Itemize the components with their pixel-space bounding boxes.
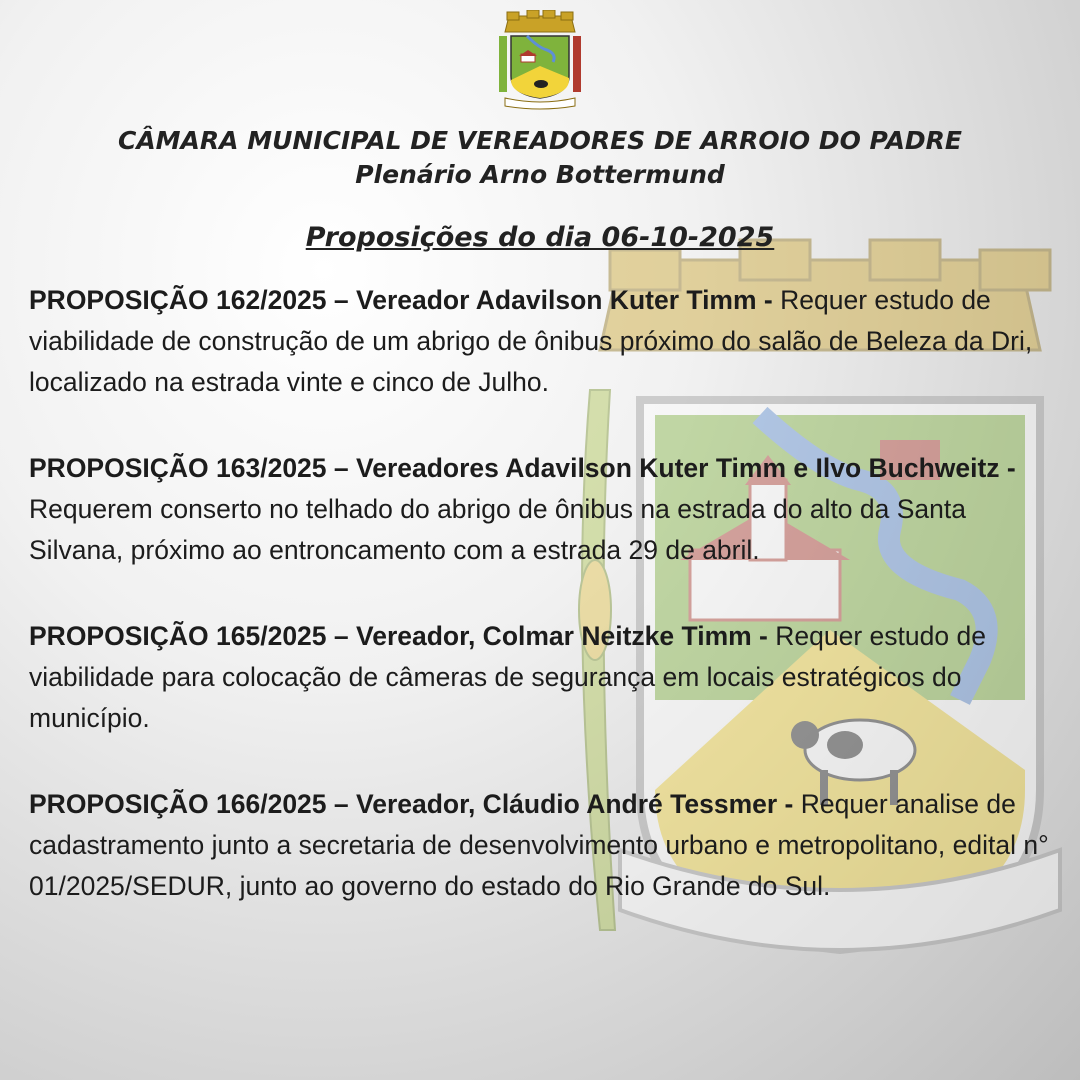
proposition-item: [29, 784, 1059, 907]
proposition-heading: PROPOSIÇÃO 162/2025 – Vereador Adavilson Kuter Timm -: [29, 285, 781, 315]
proposition-heading: PROPOSIÇÃO 166/2025 – Vereador, Cláudio André Tessmer -: [29, 789, 801, 819]
plenary-name: Plenário Arno Bottermund: [355, 160, 725, 189]
proposition-item: [29, 448, 1059, 571]
proposition-heading: PROPOSIÇÃO 163/2025 – Vereadores Adavilson Kuter Timm e Ilvo Buchweitz -: [29, 453, 1016, 483]
proposition-item: [29, 616, 1059, 739]
header: [0, 124, 1080, 192]
proposition-text: Requer estudo de viabilidade de construção de um abrigo de ônibus próximo do salão de Beleza da Dri, localizado na estrada vinte e cinco de Julho.: [29, 285, 1033, 397]
proposition-text: Requer estudo de viabilidade para colocação de câmeras de segurança em locais estratégicos do município.: [29, 621, 986, 733]
proposition-heading: PROPOSIÇÃO 165/2025 – Vereador, Colmar Neitzke Timm -: [29, 621, 776, 651]
institution-name: CÂMARA MUNICIPAL DE VEREADORES DE ARROIO DO PADRE: [117, 126, 963, 155]
proposition-item: [29, 280, 1059, 403]
coat-of-arms-logo: [497, 10, 583, 110]
proposition-text: Requerem conserto no telhado do abrigo de ônibus na estrada do alto da Santa Silvana, próximo ao entroncamento com a estrada 29 de abril.: [29, 494, 966, 565]
propositions-list: [29, 280, 1059, 952]
page-title: Proposições do dia 06-10-2025: [305, 222, 775, 253]
proposition-text: Requer analise de cadastramento junto a secretaria de desenvolvimento urbano e metropolitano, edital n° 01/2025/SEDUR, junto ao governo do estado do Rio Grande do Sul.: [29, 789, 1049, 901]
